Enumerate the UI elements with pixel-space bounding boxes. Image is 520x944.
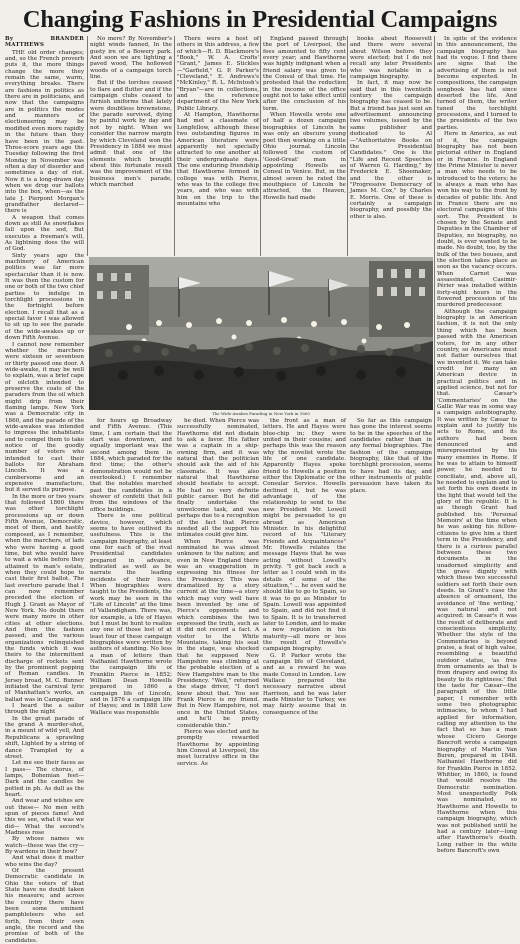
paragraph: In the more or two years that followed 1860 there was other torchlight processions up or down Fifth Avenue, Democratic, most of them, and hastily composed, as I remember, when the marchers, of lads who were having a good time, but who would have to wait a while before they attained to man's estate, when they could hope to cast their first ballot. The last overture parade that I can now remember preceded the election of Hugh J. Grant as Mayor of New York. No doubt there were many more in other cities at other elections. And then the fashion passed; and the various organizations relinquished the funds which it was theirs to the intermittent discharge of rockets sent by the prominent popping of Roman candles. In Jersey broad, M. C. Bunner initiated the carnival lyric of Manhattan's works, an ballad was in Campaign: — [5, 493, 84, 703]
paragraph: There were a host of others in this address, a few of which—R. D. Blackmore's "Book," W. A. Crofts' "Grant," James E. Stickles—"Garfield," G. P. Parker's "Cleveland," E. Andrews's "McKinley," R. L. McIntosh's "Bryan"—are in collections, and the reference department of the New York Public Library. — [177, 36, 259, 112]
paragraph: When Howells wrote one of half a dozen campaign biographies of Lincoln he was only an obscure young poet then working on a little Ohio journal. Lincoln followed the custom of 'Good-Great' man in appointing Howells as Consul in Venice. But, in the almost seven he rated the mouthpiece of Lincoln he attracted, the Heaven, Howells had made — [263, 112, 346, 201]
paragraph: And wear and wishes are out these— No men with spun of pieces fame! And this we see, what it was we did— What the second's Madness rose — [5, 798, 84, 836]
article-column-2 — [90, 36, 172, 254]
paragraph: Pierce was elected and he promptly rewarded Hawthorne by appointing him Consul at Liverpool, the most lucrative office in the service. As — [177, 728, 259, 767]
column-1-text — [5, 50, 84, 868]
paragraph: the front as a man of letters. He and Hayes were blue-chip in; they were united in their cousins; and perhaps this was the reason why the novelist wrote the life of one candidate. Apparently Hayes spoke friend to Howells a position either the Diplomatic or the Consular Service. Howells declined it, but he was advantage of the relationship to send to the new President Mr. Lowell might be persuaded to go abroad as American Minister. In his delightful record of his "Literary Friends and Acquaintances" Mr. Howells relates the message Hayes that he was acting without Lowell's privity. "I got back such a letter as I could wish in its details of some of the situation," ... he even said he should like to go to Spain, so it was to go as Minister to Spain. Lowell was appointed to Spain, and did not find it to Spain. It is to transferred later to London, and to make a new reputation in his maturity—all more or less the result of Howells's campaign biography. — [263, 418, 346, 653]
paragraph: In fact, it may now be said that in this twentieth century the campaign biography has ceased to be. But a friend has just sent an advertisement announcing two volumes, issued by the same publisher and dedicated to Al—"Authoritative Books on the Presidential Candidates." One is the "Life and Recent Speeches of Warren G. Harding," by Frederick E. Shoemaker, and the other is "Progressive Democracy of James M. Cox," by Charles E. Morris. One of these is certainly a campaign biography, and possibly the other is also. — [350, 80, 432, 220]
paragraph: Sixty years ago the machinery of American politics was far more spectacular than it is now. It was then the custom for one or both of the two chief parties to indulge in torchlight processions in the fortnight before election. I recall that as a special favor I was allowed to sit up to see the parade of the wide-awakes up or down Fifth Avenue. — [5, 252, 84, 342]
paragraph: I cannot now remember whether the marchers were sixteen or seventeen or thirty passed one door. A wide-awake, it may be well to explain, was a brief cape of oilcloth intended to preserve the coats of the paraders from the oil which might drip from their flaming lamps. New York was a Democratic city in 1860, and the parade of the wide-awakes was intended to impress the inhabitants and to compel them to take notice of the goodly number of voters who intended to cast their ballots for Abraham Lincoln. It was a cumbersome and an expensive manufacture, but it served its purpose. — [5, 341, 84, 494]
paragraph: And what does it matter who wins the day? — [5, 855, 84, 868]
article-column-6 — [437, 36, 517, 854]
article-column-3 — [177, 36, 259, 254]
headline: Changing Fashions in Presidential Campaigns — [22, 6, 498, 33]
paragraph: By whose names we watch—these was the cry— By wardens in their bow? — [5, 836, 84, 855]
article-column-4-lower — [263, 418, 346, 716]
column-rule — [260, 36, 261, 256]
paragraph: There is one political device, however, which seems to have outlived its usefulness. This is the campaign biography, at least one for each of the rival Presidential candidates prepared in advance, indicated as well as be narrate the leading incidents of their lives. When biographies were taught to the Presidents, the work may be seen in the "Life of Lincoln" at the time of Vallandigham. There was, for example, a life of Hayes but I must be hunt to realize any one of those lost of at least four of these campaign biographies were written by authors of standing. No less a man of letters than Nathaniel Hawthorne wrote the campaign life of Franklin Pierce in 1852; William Dean Howells prepared in 1860 a campaign life of Lincoln, and in 1876 a campaign life of Hayes; and in 1888 Lew Wallace was responsible — [90, 513, 172, 716]
paragraph: When Pierce was nominated he was almost unknown to the nation; and even in New England there was an exaggeration in expressing his fitness for the Presidency. This was dramatized by a story current at the time—a story which may very well have been invented by one of Pierce's opponents and which combines the two expressed the truth, such as it did not record a fact. A visitor to the White Mountains, taking his seat in the stage, was shocked that he supposed New Hampshire was climbing at the probable election of a New Hampshire man to the Presidency. "Well," returned the stage driver, "I don't know about that. You see Frank Pierce is my friend. But in New Hampshire, not once in the United States, and he'll be pretty considerable thin." — [177, 538, 259, 729]
paragraph: England passed through the port of Liverpool, the fees amounted to fifty cent every year; and Hawthorne was highly indignant when a friend salary was given to the Consul of that time. He protested that the reduction in the income of the office ought not to take effect until after the conclusion of his term. — [263, 36, 346, 112]
parade-illustration — [89, 257, 433, 410]
article-column-3-lower — [177, 418, 259, 767]
paragraph: No mere? By November's night winds fanned, In the gusty ire of a Bowery park. And soon we are lighting a paved wood, The hollowed woods of a campaign torch line. — [90, 36, 172, 81]
paragraph: Let me see their faces as I pass— The chorus, of lamps, Bohemian feet— Dark and the candles be potted in ph. As dull as the heart. — [5, 760, 84, 798]
paragraph: I heard the a sailor through the night — [5, 703, 84, 716]
paragraph: books about Roosevelt and there were several about Wilson before they were elected; but I do not recall any later Presidents who was notable in a campaign biography. — [350, 36, 432, 81]
paragraph: for hours up Broadway and Fifth Avenue. (This time, I am certain that the start was downtown, and equally important was the second among them in 1884, which paraded for the first time; the other's demonstration would not be overlooked.) I remember that the notables marched past the candidates in a shower of confetti that fell from the windows of the office buildings. — [90, 418, 172, 513]
article-column-2-lower — [90, 418, 172, 716]
paragraph: Of the present Democratic candidate in Ohio the voters of that State have no doubt taken his measure; and across the country there have been some eminent pamphleteers who set forth, from their own angle, the record and the promise of both of the candidates. — [5, 868, 84, 944]
paragraph: A weapon that comes down as still As snowflakes fall upon the sod, But executes a freeman's will, As lightning does the will of God. — [5, 214, 84, 253]
paragraph: Here in America, as out of it, the campaign biography has not been pictorial either in England or in France. In England the Prime Minister is never a man who needs to be introduced to the voters; he is always a man who has won his way to the front by decades of public life. And in France there are no electoral campaigns of this sort. The President is chosen by the Senate and Deputies in the Chamber of Deputies, no biography, no doubt, is ever wanted to be made. No doubt, too, by the bulk of the two houses, and the election takes place as soon as the vacancy occurs. When Carnot was assassinated, Casimir-Périer was installed within forty-eight hours in the flowered procession of his murdered predecessor. — [437, 131, 517, 309]
byline: By BRANDER MATTHEWS — [5, 36, 84, 49]
article-column-1 — [5, 36, 84, 944]
paragraph: But if the torches ceased to flare and flutter and if the campaign clubs ceased to furnish uniforms that lately were doubtless brownstone, the parade survived, dying by painful work by day and not by night. When we consider the narrow margin by which Cleveland won the Presidency in 1884 we must admit that one of the elements which brought about this fortunate result was the improvement of the business men's parade, which marched — [90, 80, 172, 188]
column-1-continued-text — [5, 868, 84, 944]
column-rule — [87, 36, 88, 256]
paragraph: he died. When Pierce was successfully nominated, Hawthorne did not disdain to ask a favor. His father was a captain in a ship-owning firm, and it was natural that the politician should ask the aid of his classmate. It was also natural that Hawthorne should hesitate to accept. He had no very definite public career. But he did finally undertake the unwelcome task, and was perhaps due to a recognition of the fact that Pierce needed all the support his intimates could give him. — [177, 418, 259, 539]
paragraph: In the great parade of the grand A murder-shot, in a mount of wild yell, And Republicans a sprawling shift, Lighted by a string of dance Trampled by a street. — [5, 715, 84, 760]
paragraph: So far as this campaign has gone the interest seems to be in the speeches of the candidates rather than in any formal biographies. The fashion of the campaign biography, like that of the torchlight procession, seems to have had its day, and other instruments of public persuasion have taken its place. — [350, 418, 432, 494]
paragraph: In spite of the evidence in this announcement, the campaign biography has had its vogue. I find there are signs that the advertising of them is not become expected. In compositions, the campaign songbook has had since deserted the life. And turned of them, the writer tuned the torchlight processions, and I turned to the presidents of the two parties. — [437, 36, 517, 131]
article-column-4 — [263, 36, 346, 254]
paragraph: Although the campaign biography is an American fashion, it is not the only thing which has been passed with the American voters, for in any other country, so Americans must not flatter ourselves that we invented it. We can take credit for many an American device in practical politics and in applied science, but not for that. Cæsar's 'Commentaries' on the Gallic War was in some way a campaign autobiography. It was written by Cæsar to explain and to justify his acts to Rome, and its authors had been denounced and misrepresented by his many enemies in Rome. If he was to attain to himself power, he needed to conciliate, and, above all, he needed to explain and to set forth his own deeds in the light that would tell the glory of the republic. It is as though Grant had published his 'Personal Memoirs' at the time when he was asking his fellow-citizens to give him a third term in the Presidency, and there is a curious parallel between these two documents in the unadorned simplicity and the grave dignity with which these two successful soldiers set forth their own deeds. In Grant's case the absence of ornament, the avoidance of 'fine writing,' was natural and not acquired; in Cæsar's it was the result of deliberate and conscientious simplicity. Whether the style of the Commentaries is beyond praise, a feat of high value, resembling a beautiful outdoor statue, 'as free from ornaments as that is from drapery and owing its beauty to its rightness.' But the taste for Cæsar—the paragraph of this little paper, I remember with some two photographic intimacies, to whom I had applied for information, calling my attention to the fact that so has a man whose Cicero George Bancroft wrote a campaign biography of Martin Van Buren, prepared in 1848. Nathaniel Hawthorne did for Franklin Pierce in 1852. Whittier, in 1860, is found that would resolve the Democratic nomination. Most unexpectedly Polk was nominated, so Hawthorne and Howells to Hawthorne when this campaign biography, which was not published until he had a century later—long after Hawthorne's death. Long rather in the white before Bancroft's own — [437, 308, 517, 854]
article-column-5 — [350, 36, 432, 254]
column-rule — [434, 36, 435, 696]
paragraph: THE old order changes; and, so the French proverb puts it, the more things change the more they remain the same, warm, everything breaks. There are fashions in politics as there are in politicians, and now that the campaigns are in politics the modes and manners of electioneering may be modified even more rapidly in the future than they have been in the past. Three-score years ago the Tuesday following the first Monday in November was often a day of disorder and sometimes a day of riot. Now it is a long-drawn day when we drop our ballots into the box, when—as the late J. Pierpont Morgan's grandfather declared—there is — [5, 49, 84, 215]
illustration-caption: The Wide-Awakes Parading in New York in 1860 — [212, 411, 310, 416]
paragraph: At Hampton, Hawthorne had met a classmate of Longfellow, although these two outstanding figures in American literature were apparently not specially attracted to one another at their undergraduate days. The one enduring friendship that Hawthorne formed in college was with Pierce, who was to the college five years, and who was with him on the trip to the mountains who — [177, 112, 259, 207]
paragraph: G. P. Parker wrote the campaign life of Cleveland, and as a reward he was made Consul in London. Lew Wallace prepared the necessary narrative about Harrison, and he was later made Minister to Turkey, we may fairly assume that in consequence of the — [263, 652, 346, 716]
column-rule — [347, 36, 348, 256]
article-column-5-lower — [350, 418, 432, 696]
column-rule — [174, 36, 175, 256]
